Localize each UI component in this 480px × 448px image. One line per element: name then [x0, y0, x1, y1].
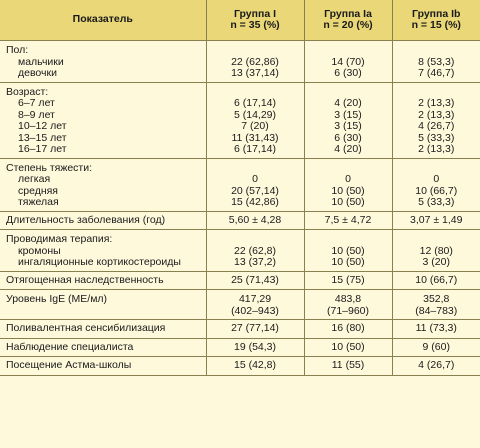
header-group-1b: Группа Ib n = 15 (%): [392, 0, 480, 41]
cell-group-1b: 10 (66,7): [392, 271, 480, 290]
cell-group-1a: 7,5 ± 4,72: [304, 211, 392, 230]
cell-group-1a: 4 (20) 3 (15) 3 (15) 6 (30) 4 (20): [304, 82, 392, 158]
cell-group-1: 0 20 (57,14) 15 (42,86): [206, 158, 304, 211]
table-header: [0, 0, 480, 41]
row-label: Пол: мальчики девочки: [0, 41, 206, 83]
table-row-ige: [0, 290, 480, 320]
header-group-1a: Группа Ia n = 20 (%): [304, 0, 392, 41]
row-label: Поливалентная сенсибилизация: [0, 320, 206, 339]
cell-group-1a: 15 (75): [304, 271, 392, 290]
row-label: Наблюдение специалиста: [0, 338, 206, 357]
row-label: Отягощенная наследственность: [0, 271, 206, 290]
row-label: Проводимая терапия: кромоны ингаляционные кортикостероиды: [0, 230, 206, 272]
cell-group-1: 15 (42,8): [206, 357, 304, 376]
cell-group-1: 22 (62,8) 13 (37,2): [206, 230, 304, 272]
header-indicator: Показатель: [0, 0, 206, 41]
table-row-duration: [0, 211, 480, 230]
cell-group-1a: 14 (70) 6 (30): [304, 41, 392, 83]
cell-group-1: 22 (62,86) 13 (37,14): [206, 41, 304, 83]
row-label: Степень тяжести: легкая средняя тяжелая: [0, 158, 206, 211]
table-row-therapy: [0, 230, 480, 272]
cell-group-1b: 2 (13,3) 2 (13,3) 4 (26,7) 5 (33,3) 2 (13,3): [392, 82, 480, 158]
cell-group-1b: 9 (60): [392, 338, 480, 357]
row-label: Уровень IgE (МЕ/мл): [0, 290, 206, 320]
table-row-heredity: [0, 271, 480, 290]
cell-group-1a: 0 10 (50) 10 (50): [304, 158, 392, 211]
cell-group-1a: 16 (80): [304, 320, 392, 339]
cell-group-1: 6 (17,14) 5 (14,29) 7 (20) 11 (31,43) 6 (17,14): [206, 82, 304, 158]
cell-group-1b: 352,8 (84–783): [392, 290, 480, 320]
cell-group-1a: 10 (50) 10 (50): [304, 230, 392, 272]
row-label: Длительность заболевания (год): [0, 211, 206, 230]
table-row-age: [0, 82, 480, 158]
table-row-polyvalent: [0, 320, 480, 339]
header-group-1: Группа I n = 35 (%): [206, 0, 304, 41]
cell-group-1b: 8 (53,3) 7 (46,7): [392, 41, 480, 83]
cell-group-1: 5,60 ± 4,28: [206, 211, 304, 230]
table-row-observation: [0, 338, 480, 357]
table-row-asthma-school: [0, 357, 480, 376]
table-row-severity: [0, 158, 480, 211]
cell-group-1b: 11 (73,3): [392, 320, 480, 339]
cell-group-1: 417,29 (402–943): [206, 290, 304, 320]
cell-group-1: 27 (77,14): [206, 320, 304, 339]
cell-group-1a: 483,8 (71–960): [304, 290, 392, 320]
cell-group-1b: 12 (80) 3 (20): [392, 230, 480, 272]
cell-group-1b: 4 (26,7): [392, 357, 480, 376]
row-label: Возраст: 6–7 лет 8–9 лет 10–12 лет 13–15 лет 16–17 лет: [0, 82, 206, 158]
cell-group-1b: 0 10 (66,7) 5 (33,3): [392, 158, 480, 211]
cell-group-1a: 10 (50): [304, 338, 392, 357]
row-label: Посещение Астма-школы: [0, 357, 206, 376]
cell-group-1: 19 (54,3): [206, 338, 304, 357]
cell-group-1: 25 (71,43): [206, 271, 304, 290]
table-row-sex: [0, 41, 480, 83]
cell-group-1b: 3,07 ± 1,49: [392, 211, 480, 230]
cell-group-1a: 11 (55): [304, 357, 392, 376]
